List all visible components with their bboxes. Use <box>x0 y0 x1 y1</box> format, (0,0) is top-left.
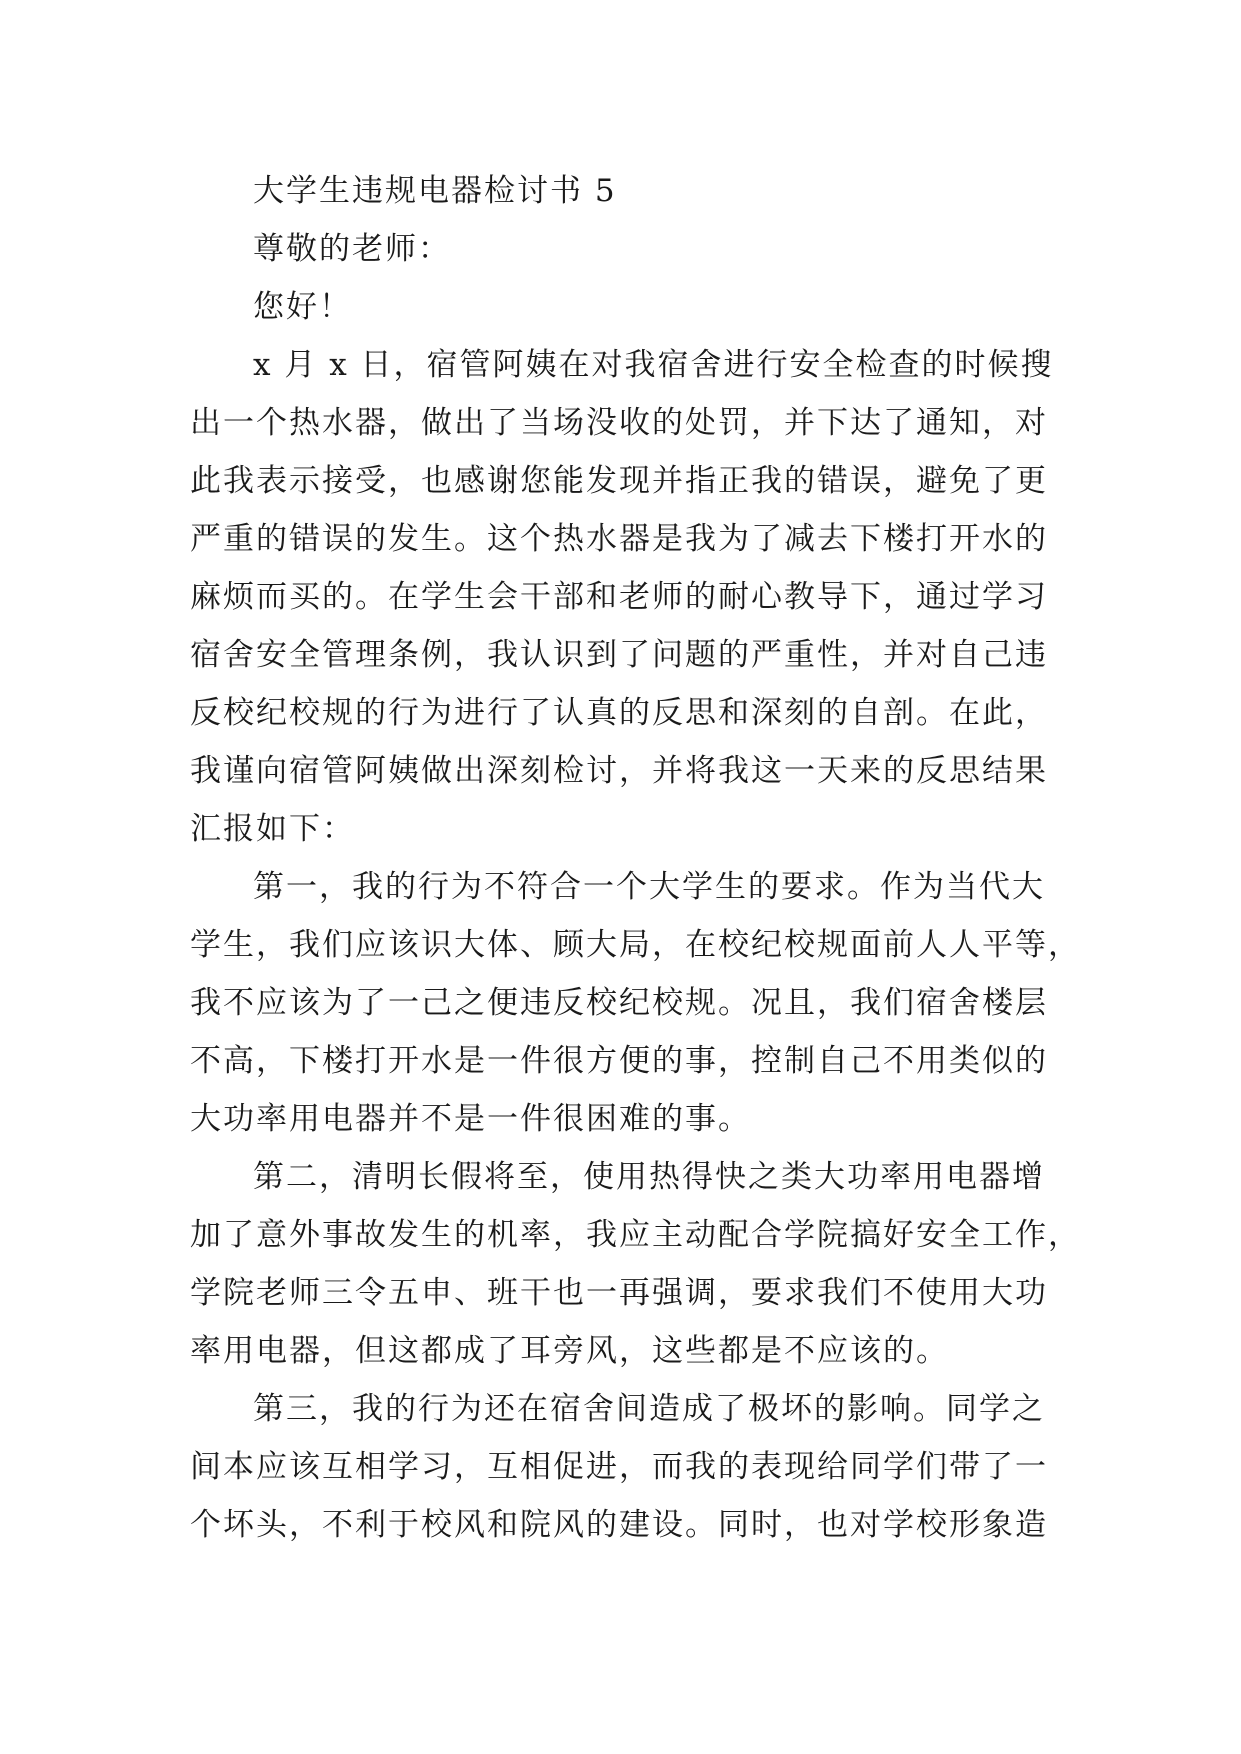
salutation: 尊敬的老师： <box>253 231 451 267</box>
paragraph-line: 汇报如下： <box>190 811 355 847</box>
paragraph-line: 学院老师三令五申、班干也一再强调，要求我们不使用大功 <box>190 1275 1048 1311</box>
document-title: 大学生违规电器检讨书 5 <box>253 173 617 209</box>
paragraph-1 <box>190 336 1070 858</box>
paragraph-line: 我谨向宿管阿姨做出深刻检讨，并将我这一天来的反思结果 <box>190 753 1048 789</box>
paragraph-line: 严重的错误的发生。这个热水器是我为了减去下楼打开水的 <box>190 521 1048 557</box>
paragraph-3 <box>190 1148 1081 1380</box>
paragraph-line: x 月 x 日，宿管阿姨在对我宿舍进行安全检查的时候搜 <box>253 347 1054 383</box>
paragraph-line: 间本应该互相学习，互相促进，而我的表现给同学们带了一 <box>190 1449 1048 1485</box>
paragraph-line: 第二，清明长假将至，使用热得快之类大功率用电器增 <box>253 1159 1045 1195</box>
paragraph-line: 学生，我们应该识大体、顾大局，在校纪校规面前人人平等， <box>190 927 1081 963</box>
greeting: 您好！ <box>253 289 352 325</box>
paragraph-line: 第三，我的行为还在宿舍间造成了极坏的影响。同学之 <box>253 1391 1045 1427</box>
paragraph-line: 个坏头，不利于校风和院风的建设。同时，也对学校形象造 <box>190 1507 1048 1543</box>
paragraph-line: 大功率用电器并不是一件很困难的事。 <box>190 1101 751 1137</box>
paragraph-line: 宿舍安全管理条例，我认识到了问题的严重性，并对自己违 <box>190 637 1048 673</box>
paragraph-2 <box>190 858 1081 1148</box>
paragraph-line: 不高，下楼打开水是一件很方便的事，控制自己不用类似的 <box>190 1043 1048 1079</box>
paragraph-line: 此我表示接受，也感谢您能发现并指正我的错误，避免了更 <box>190 463 1048 499</box>
paragraph-line: 反校纪校规的行为进行了认真的反思和深刻的自剖。在此， <box>190 695 1048 731</box>
paragraph-4 <box>190 1380 1070 1554</box>
paragraph-line: 麻烦而买的。在学生会干部和老师的耐心教导下，通过学习 <box>190 579 1048 615</box>
paragraph-line: 加了意外事故发生的机率，我应主动配合学院搞好安全工作， <box>190 1217 1081 1253</box>
document-body <box>190 162 1081 1554</box>
paragraph-line: 第一，我的行为不符合一个大学生的要求。作为当代大 <box>253 869 1045 905</box>
paragraph-line: 出一个热水器，做出了当场没收的处罚，并下达了通知，对 <box>190 405 1048 441</box>
paragraph-line: 我不应该为了一己之便违反校纪校规。况且，我们宿舍楼层 <box>190 985 1048 1021</box>
paragraph-line: 率用电器，但这都成了耳旁风，这些都是不应该的。 <box>190 1333 949 1369</box>
